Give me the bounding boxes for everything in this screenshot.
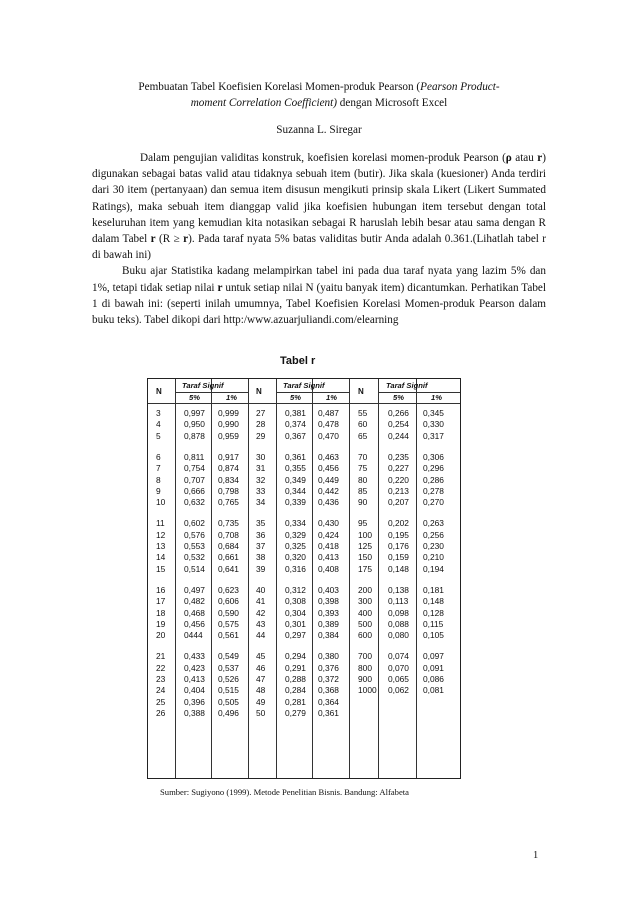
table-cell-1pct: 0,081 [423, 685, 444, 696]
table-cell-5pct: 0,754 [184, 463, 205, 474]
table-cell-5pct: 0,062 [388, 685, 409, 696]
table-cell-n: 90 [358, 497, 368, 508]
header-taraf-signif: Taraf Signif [386, 381, 428, 390]
table-cell-1pct: 0,270 [423, 497, 444, 508]
table-cell-n: 48 [256, 685, 266, 696]
table-cell-5pct: 0,367 [285, 430, 306, 441]
table-cell-n: 28 [256, 419, 266, 430]
table-cell-1pct: 0,380 [318, 651, 339, 662]
table-cell-n: 900 [358, 674, 372, 684]
table-cell-1pct: 0,393 [318, 607, 339, 618]
table-cell-1pct: 0,256 [423, 529, 444, 540]
table-cell-n: 22 [156, 662, 166, 673]
table-cell-1pct: 0,478 [318, 419, 339, 430]
table-cell-5pct: 0,349 [285, 474, 306, 485]
table-cell-n: 17 [156, 596, 166, 607]
header-5-percent: 5% [290, 393, 301, 402]
table-cell-5pct: 0,532 [184, 552, 205, 563]
table-cell-1pct: 0,230 [423, 541, 444, 551]
table-cell-1pct: 0,181 [423, 584, 444, 595]
table-cell-5pct: 0,113 [388, 596, 409, 607]
table-cell-5pct: 0,355 [285, 463, 306, 474]
table-source: Sumber: Sugiyono (1999). Metode Penelitian Bisnis. Bandung: Alfabeta [160, 787, 409, 797]
table-cell-5pct: 0,288 [285, 674, 306, 684]
table-cell-5pct: 0,396 [184, 696, 205, 707]
table-cell-n: 65 [358, 430, 368, 441]
table-cell-1pct: 0,115 [423, 618, 444, 629]
table-cell-5pct: 0,202 [388, 518, 409, 529]
table-cell-1pct: 0,403 [318, 584, 339, 595]
table-cell-5pct: 0,065 [388, 674, 409, 684]
table-divider [416, 379, 417, 778]
table-cell-n: 35 [256, 518, 266, 529]
table-cell-n: 49 [256, 696, 266, 707]
table-cell-1pct: 0,128 [423, 607, 444, 618]
table-cell-5pct: 0,811 [184, 451, 205, 462]
table-cell-n: 150 [358, 552, 372, 563]
header-divider [378, 392, 460, 393]
table-cell-1pct: 0,463 [318, 451, 339, 462]
table-cell-1pct: 0,735 [218, 518, 239, 529]
text-run: r [183, 233, 189, 246]
header-n: N [256, 387, 262, 396]
text-run: atau [511, 152, 538, 164]
text-run: r [537, 152, 543, 164]
table-cell-n: 34 [256, 497, 266, 508]
table-cell-5pct: 0,666 [184, 485, 205, 496]
header-taraf-signif: Taraf Signif [182, 381, 224, 390]
table-cell-1pct: 0,086 [423, 674, 444, 684]
table-cell-5pct: 0,294 [285, 651, 306, 662]
table-cell-5pct: 0,878 [184, 430, 205, 441]
table-cell-1pct: 0,413 [318, 552, 339, 563]
table-cell-1pct: 0,372 [318, 674, 339, 684]
text-run: untuk setiap nilai N (yaitu banyak item) dicantumkan. Perhatikan Tabel 1 di bawah ini: (seperti inilah umumnya, Tabel Koefisien Korelasi Momen-produk Pearson dalam buku teks). Tabel dikopi dari http:/www.azuarjuliandi.com/elearning [92, 281, 546, 327]
table-cell-n: 85 [358, 485, 368, 496]
table-cell-n: 27 [256, 408, 266, 418]
table-cell-n: 70 [358, 451, 368, 462]
table-cell-1pct: 0,430 [318, 518, 339, 529]
table-cell-5pct: 0,381 [285, 408, 306, 418]
table-cell-5pct: 0,316 [285, 563, 306, 574]
table-cell-n: 8 [156, 474, 161, 485]
table-cell-n: 16 [156, 584, 166, 595]
table-cell-5pct: 0,312 [285, 584, 306, 595]
page-number: 1 [533, 850, 539, 861]
table-cell-1pct: 0,708 [218, 529, 239, 540]
table-cell-1pct: 0,470 [318, 430, 339, 441]
table-cell-5pct: 0,244 [388, 430, 409, 441]
table-cell-5pct: 0444 [184, 630, 203, 641]
table-cell-1pct: 0,389 [318, 618, 339, 629]
table-cell-1pct: 0,317 [423, 430, 444, 441]
table-cell-5pct: 0,088 [388, 618, 409, 629]
table-cell-n: 75 [358, 463, 368, 474]
table-cell-1pct: 0,765 [218, 497, 239, 508]
text-run: r [150, 233, 156, 246]
table-cell-5pct: 0,074 [388, 651, 409, 662]
table-divider [312, 379, 313, 778]
table-cell-n: 21 [156, 651, 166, 662]
table-cell-5pct: 0,235 [388, 451, 409, 462]
header-5-percent: 5% [189, 393, 200, 402]
table-cell-n: 95 [358, 518, 368, 529]
paragraph-2 [92, 263, 546, 328]
table-cell-1pct: 0,286 [423, 474, 444, 485]
table-cell-1pct: 0,917 [218, 451, 239, 462]
table-cell-n: 400 [358, 607, 372, 618]
table-cell-1pct: 0,561 [218, 630, 239, 641]
table-cell-1pct: 0,487 [318, 408, 339, 418]
table-cell-1pct: 0,210 [423, 552, 444, 563]
table-cell-5pct: 0,344 [285, 485, 306, 496]
table-divider [175, 379, 176, 778]
table-cell-n: 80 [358, 474, 368, 485]
table-cell-5pct: 0,279 [285, 707, 306, 718]
table-cell-5pct: 0,433 [184, 651, 205, 662]
table-cell-5pct: 0,308 [285, 596, 306, 607]
table-cell-1pct: 0,278 [423, 485, 444, 496]
table-cell-n: 42 [256, 607, 266, 618]
text-run: Buku ajar Statistika kadang melampirkan tabel ini pada dua taraf nyata yang lazim 5% dan 1%, tetapi tidak setiap nilai [92, 265, 546, 294]
table-cell-n: 39 [256, 563, 266, 574]
table-cell-1pct: 0,097 [423, 651, 444, 662]
header-5-percent: 5% [393, 393, 404, 402]
table-cell-5pct: 0,148 [388, 563, 409, 574]
table-cell-5pct: 0,284 [285, 685, 306, 696]
table-cell-n: 23 [156, 674, 166, 684]
table-cell-n: 9 [156, 485, 161, 496]
table-cell-n: 15 [156, 563, 166, 574]
table-cell-1pct: 0,606 [218, 596, 239, 607]
table-title: Tabel r [280, 355, 316, 367]
table-cell-5pct: 0,553 [184, 541, 205, 551]
r-table [147, 378, 461, 779]
table-cell-n: 6 [156, 451, 161, 462]
table-cell-5pct: 0,207 [388, 497, 409, 508]
table-cell-1pct: 0,398 [318, 596, 339, 607]
table-cell-n: 47 [256, 674, 266, 684]
table-cell-5pct: 0,388 [184, 707, 205, 718]
table-cell-n: 19 [156, 618, 166, 629]
table-cell-5pct: 0,950 [184, 419, 205, 430]
table-cell-n: 25 [156, 696, 166, 707]
table-cell-1pct: 0,623 [218, 584, 239, 595]
table-cell-1pct: 0,874 [218, 463, 239, 474]
text-run: r [217, 281, 223, 294]
body-text [92, 150, 546, 328]
table-cell-n: 26 [156, 707, 166, 718]
table-cell-1pct: 0,442 [318, 485, 339, 496]
title-line2-italic: moment Correlation Coefficient) [190, 97, 337, 109]
table-cell-5pct: 0,423 [184, 662, 205, 673]
table-cell-1pct: 0,456 [318, 463, 339, 474]
table-cell-1pct: 0,345 [423, 408, 444, 418]
table-cell-5pct: 0,602 [184, 518, 205, 529]
table-cell-5pct: 0,497 [184, 584, 205, 595]
table-cell-5pct: 0,297 [285, 630, 306, 641]
table-cell-5pct: 0,213 [388, 485, 409, 496]
header-n: N [358, 387, 364, 396]
table-cell-1pct: 0,194 [423, 563, 444, 574]
table-cell-1pct: 0,148 [423, 596, 444, 607]
header-1-percent: 1% [226, 393, 237, 402]
table-cell-1pct: 0,999 [218, 408, 239, 418]
table-cell-5pct: 0,320 [285, 552, 306, 563]
table-cell-n: 29 [256, 430, 266, 441]
table-cell-1pct: 0,368 [318, 685, 339, 696]
table-cell-1pct: 0,449 [318, 474, 339, 485]
table-cell-5pct: 0,080 [388, 630, 409, 641]
text-run: Dalam pengujian validitas konstruk, koefisien korelasi momen-produk Pearson ( [140, 152, 506, 164]
table-cell-1pct: 0,296 [423, 463, 444, 474]
table-cell-5pct: 0,227 [388, 463, 409, 474]
table-cell-5pct: 0,514 [184, 563, 205, 574]
table-divider [211, 379, 212, 778]
table-cell-5pct: 0,304 [285, 607, 306, 618]
table-cell-n: 24 [156, 685, 166, 696]
table-cell-1pct: 0,330 [423, 419, 444, 430]
table-cell-n: 200 [358, 584, 372, 595]
table-cell-n: 45 [256, 651, 266, 662]
table-divider [248, 379, 249, 778]
header-divider [175, 392, 248, 393]
table-cell-1pct: 0,798 [218, 485, 239, 496]
table-cell-5pct: 0,361 [285, 451, 306, 462]
header-divider [148, 403, 460, 404]
table-cell-n: 12 [156, 529, 166, 540]
table-cell-n: 30 [256, 451, 266, 462]
document-title [92, 79, 546, 111]
title-line1: Pembuatan Tabel Koefisien Korelasi Momen-produk Pearson ( [138, 81, 421, 93]
table-cell-5pct: 0,325 [285, 541, 306, 551]
text-run: ) digunakan sebagai batas valid atau tidaknya sebuah item (butir). Jika skala (kuesioner) Anda terdiri dari 30 item (pertanyaan) dan semua item disusun mengikuti prinsip skala Likert (Likert Summated Ratings), maka sebuah item dianggap valid jika koefisien hubungan item tersebut dengan total keseluruhan item yang kemudian kita notasikan sebagai R haruslah lebih besar atau sama dengan R dalam Tabel [92, 152, 546, 246]
table-cell-1pct: 0,505 [218, 696, 239, 707]
table-cell-5pct: 0,997 [184, 408, 205, 418]
header-1-percent: 1% [431, 393, 442, 402]
table-cell-n: 43 [256, 618, 266, 629]
table-cell-1pct: 0,496 [218, 707, 239, 718]
table-cell-1pct: 0,376 [318, 662, 339, 673]
table-cell-n: 3 [156, 408, 161, 418]
table-cell-n: 11 [156, 518, 165, 529]
header-taraf-signif: Taraf Signif [283, 381, 325, 390]
table-divider [276, 379, 277, 778]
table-cell-1pct: 0,959 [218, 430, 239, 441]
table-cell-n: 55 [358, 408, 368, 418]
table-cell-n: 31 [256, 463, 266, 474]
table-cell-5pct: 0,281 [285, 696, 306, 707]
table-cell-n: 40 [256, 584, 266, 595]
table-cell-5pct: 0,291 [285, 662, 306, 673]
table-cell-5pct: 0,301 [285, 618, 306, 629]
table-cell-n: 1000 [358, 685, 377, 696]
table-cell-5pct: 0,329 [285, 529, 306, 540]
table-divider [378, 379, 379, 778]
text-run: ). Pada taraf nyata 5% batas validitas butir Anda adalah 0.361.(Lihatlah tabel r di bawah ini) [92, 233, 547, 262]
text-run: (R ≥ [155, 233, 184, 246]
table-cell-n: 37 [256, 541, 266, 551]
table-cell-5pct: 0,404 [184, 685, 205, 696]
table-cell-5pct: 0,482 [184, 596, 205, 607]
table-cell-1pct: 0,306 [423, 451, 444, 462]
table-cell-5pct: 0,220 [388, 474, 409, 485]
header-1-percent: 1% [326, 393, 337, 402]
title-line2-rest: dengan Microsoft Excel [336, 97, 448, 109]
table-cell-5pct: 0,098 [388, 607, 409, 618]
table-cell-n: 44 [256, 630, 266, 641]
table-cell-1pct: 0,549 [218, 651, 239, 662]
table-cell-n: 500 [358, 618, 372, 629]
table-cell-1pct: 0,515 [218, 685, 239, 696]
table-cell-n: 125 [358, 541, 372, 551]
table-divider [349, 379, 350, 778]
table-cell-5pct: 0,334 [285, 518, 306, 529]
table-cell-1pct: 0,526 [218, 674, 239, 684]
table-cell-5pct: 0,374 [285, 419, 306, 430]
table-cell-1pct: 0,408 [318, 563, 339, 574]
table-cell-5pct: 0,468 [184, 607, 205, 618]
table-cell-n: 175 [358, 563, 372, 574]
table-cell-1pct: 0,424 [318, 529, 339, 540]
table-cell-n: 18 [156, 607, 166, 618]
table-cell-1pct: 0,661 [218, 552, 239, 563]
table-cell-1pct: 0,590 [218, 607, 239, 618]
table-cell-5pct: 0,707 [184, 474, 205, 485]
table-cell-1pct: 0,263 [423, 518, 444, 529]
table-cell-n: 20 [156, 630, 166, 641]
table-cell-5pct: 0,195 [388, 529, 409, 540]
table-cell-n: 33 [256, 485, 266, 496]
table-cell-n: 700 [358, 651, 372, 662]
table-cell-1pct: 0,364 [318, 696, 339, 707]
table-cell-1pct: 0,537 [218, 662, 239, 673]
table-cell-n: 4 [156, 419, 161, 430]
table-cell-5pct: 0,576 [184, 529, 205, 540]
table-cell-1pct: 0,361 [318, 707, 339, 718]
table-cell-5pct: 0,070 [388, 662, 409, 673]
table-cell-1pct: 0,990 [218, 419, 239, 430]
table-cell-5pct: 0,138 [388, 584, 409, 595]
table-cell-1pct: 0,436 [318, 497, 339, 508]
table-cell-1pct: 0,834 [218, 474, 239, 485]
table-cell-n: 14 [156, 552, 166, 563]
table-cell-n: 13 [156, 541, 166, 551]
header-divider [276, 392, 349, 393]
table-cell-5pct: 0,254 [388, 419, 409, 430]
table-cell-5pct: 0,413 [184, 674, 205, 684]
text-run: ρ [505, 152, 512, 164]
table-cell-n: 7 [156, 463, 161, 474]
table-cell-n: 100 [358, 529, 372, 540]
author: Suzanna L. Siregar [276, 124, 362, 136]
table-cell-1pct: 0,091 [423, 662, 444, 673]
table-cell-n: 60 [358, 419, 368, 430]
table-cell-n: 300 [358, 596, 372, 607]
table-cell-n: 10 [156, 497, 166, 508]
header-n: N [156, 387, 162, 396]
table-cell-n: 36 [256, 529, 266, 540]
table-cell-n: 46 [256, 662, 266, 673]
table-cell-5pct: 0,176 [388, 541, 409, 551]
table-cell-5pct: 0,159 [388, 552, 409, 563]
table-cell-5pct: 0,339 [285, 497, 306, 508]
title-line1-italic: Pearson Product- [420, 81, 500, 93]
table-cell-n: 38 [256, 552, 266, 563]
table-cell-n: 32 [256, 474, 266, 485]
table-cell-n: 600 [358, 630, 372, 641]
table-cell-1pct: 0,684 [218, 541, 239, 551]
table-cell-1pct: 0,384 [318, 630, 339, 641]
paragraph-1 [92, 150, 546, 263]
table-cell-1pct: 0,641 [218, 563, 239, 574]
table-cell-n: 50 [256, 707, 266, 718]
table-cell-5pct: 0,632 [184, 497, 205, 508]
table-cell-1pct: 0,105 [423, 630, 444, 641]
table-cell-1pct: 0,575 [218, 618, 239, 629]
table-cell-n: 800 [358, 662, 372, 673]
table-cell-5pct: 0,266 [388, 408, 409, 418]
table-cell-n: 5 [156, 430, 161, 441]
table-cell-5pct: 0,456 [184, 618, 205, 629]
table-cell-1pct: 0,418 [318, 541, 339, 551]
table-cell-n: 41 [256, 596, 266, 607]
